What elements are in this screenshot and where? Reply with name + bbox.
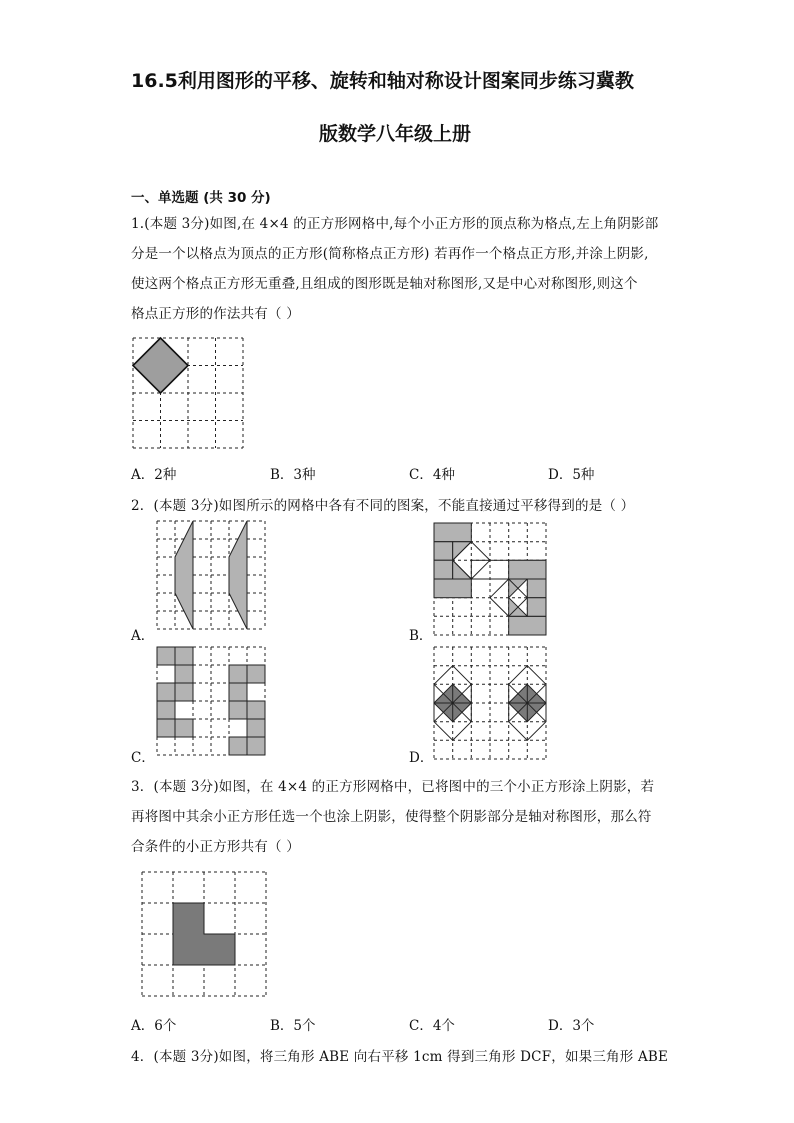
- q3-option-a: A．6个: [131, 1018, 177, 1034]
- q2-figure-b: [434, 523, 548, 637]
- q3-option-c: C．4个: [409, 1018, 455, 1034]
- q2-label-c: C．: [131, 750, 155, 766]
- section-heading: 一、单选题 (共 30 分): [131, 190, 271, 206]
- q1-option-a: A．2种: [131, 467, 177, 483]
- q4-line: 4．(本题 3分)如图，将三角形 ABE 向右平移 1cm 得到三角形 DCF，如果三角形 ABE: [131, 1049, 669, 1065]
- q3-line-3: 合条件的小正方形共有（ ）: [131, 839, 300, 855]
- q3-line-1: 3．(本题 3分)如图，在 4×4 的正方形网格中，已将图中的三个小正方形涂上阴影，若: [131, 779, 655, 795]
- q3-line-2: 再将图中其余小正方形任选一个也涂上阴影，使得整个阴影部分是轴对称图形，那么符: [131, 809, 652, 825]
- q1-grid-figure: [133, 338, 245, 450]
- q3-option-b: B．5个: [270, 1018, 316, 1034]
- q1-option-c: C．4种: [409, 467, 455, 483]
- q2-label-b: B．: [409, 628, 433, 644]
- q1-line-3: 使这两个格点正方形无重叠,且组成的图形既是轴对称图形,又是中心对称图形,则这个: [131, 276, 638, 292]
- q3-option-d: D．3个: [548, 1018, 595, 1034]
- q1-option-b: B．3种: [270, 467, 316, 483]
- q3-grid-figure: [142, 872, 268, 998]
- page-title-line1: 16.5利用图形的平移、旋转和轴对称设计图案同步练习冀教: [131, 70, 634, 92]
- q1-line-2: 分是一个以格点为顶点的正方形(简称格点正方形) 若再作一个格点正方形,并涂上阴影,: [131, 246, 649, 262]
- q1-line-1: 1.(本题 3分)如图,在 4×4 的正方形网格中,每个小正方形的顶点称为格点,左上角阴影部: [131, 216, 659, 232]
- page-title-line2: 版数学八年级上册: [319, 123, 472, 145]
- q2-label-d: D．: [409, 750, 434, 766]
- q2-line: 2．(本题 3分)如图所示的网格中各有不同的图案，不能直接通过平移得到的是（ ）: [131, 498, 635, 514]
- q2-figure-c: [157, 647, 269, 759]
- q2-label-a: A．: [131, 628, 155, 644]
- q2-figure-d: [434, 647, 548, 761]
- q2-figure-a: [157, 521, 269, 633]
- q1-option-d: D．5种: [548, 467, 595, 483]
- q1-line-4: 格点正方形的作法共有（ ）: [131, 306, 300, 322]
